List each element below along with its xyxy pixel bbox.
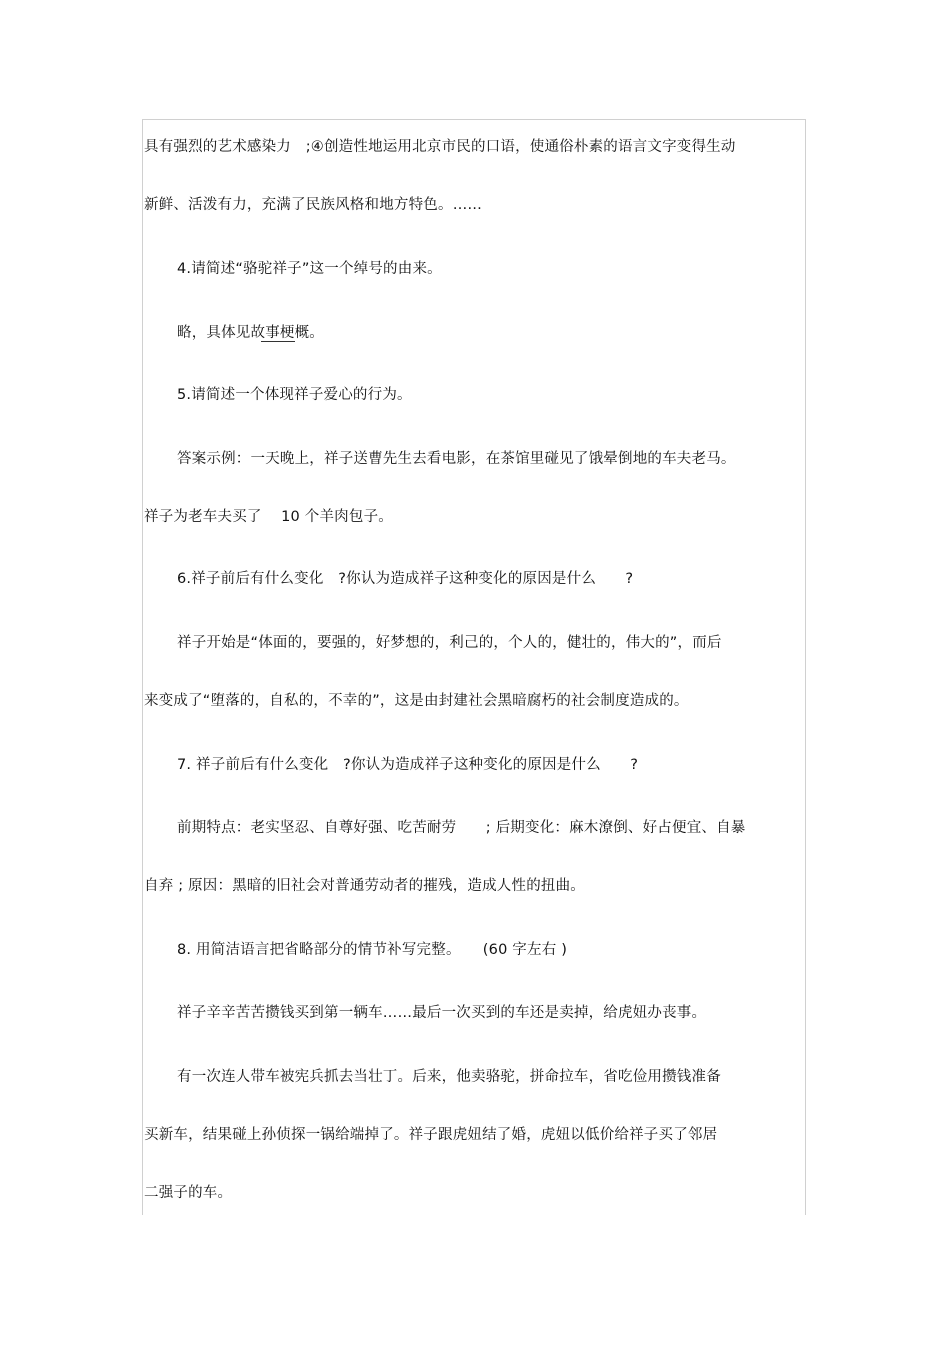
question-8: 8. 用简洁语言把省略部分的情节补写完整。 (60 字左右 ): [177, 942, 568, 958]
text-line: 买新车，结果碰上孙侦探一锅给端掉了。祥子跟虎妞结了婚，虎妞以低价给祥子买了邻居: [144, 1127, 718, 1143]
text-line: 来变成了“堕落的，自私的，不幸的”，这是由封建社会黑暗腐朽的社会制度造成的。: [144, 693, 689, 709]
answer-4: 略，具体见故事梗概。: [177, 325, 324, 341]
page-frame: [142, 119, 806, 1215]
text-line: 具有强烈的艺术感染力 ;④创造性地运用北京市民的口语，使通俗朴素的语言文字变得生动: [144, 139, 736, 155]
answer-6: 祥子开始是“体面的，要强的，好梦想的，利己的，个人的，健壮的，伟大的”，而后: [177, 635, 722, 651]
answer-7: 前期特点：老实坚忍、自尊好强、吃苦耐劳 ; 后期变化：麻木潦倒、好占便宜、自暴: [177, 820, 746, 836]
question-8-prompt: 祥子辛辛苦苦攒钱买到第一辆车……最后一次买到的车还是卖掉，给虎妞办丧事。: [177, 1005, 707, 1021]
question-4: 4.请简述“骆驼祥子”这一个绰号的由来。: [177, 261, 442, 277]
question-5: 5.请简述一个体现祥子爱心的行为。: [177, 387, 412, 403]
text-line: 二强子的车。: [144, 1185, 233, 1201]
question-7: 7. 祥子前后有什么变化 ?你认为造成祥子这种变化的原因是什么 ?: [177, 757, 639, 773]
text-line: 新鲜、活泼有力，充满了民族风格和地方特色。……: [144, 197, 483, 213]
answer-8: 有一次连人带车被宪兵抓去当壮丁。后来，他卖骆驼，拼命拉车，省吃俭用攒钱准备: [177, 1069, 721, 1085]
text-line: 自弃 ; 原因：黑暗的旧社会对普通劳动者的摧残，造成人性的扭曲。: [144, 878, 586, 894]
text-line: 祥子为老车夫买了 10 个羊肉包子。: [144, 509, 393, 525]
answer-5: 答案示例：一天晚上，祥子送曹先生去看电影，在茶馆里碰见了饿晕倒地的车夫老马。: [177, 451, 736, 467]
underline-mark: [261, 341, 295, 342]
question-6: 6.祥子前后有什么变化 ?你认为造成祥子这种变化的原因是什么 ?: [177, 571, 634, 587]
